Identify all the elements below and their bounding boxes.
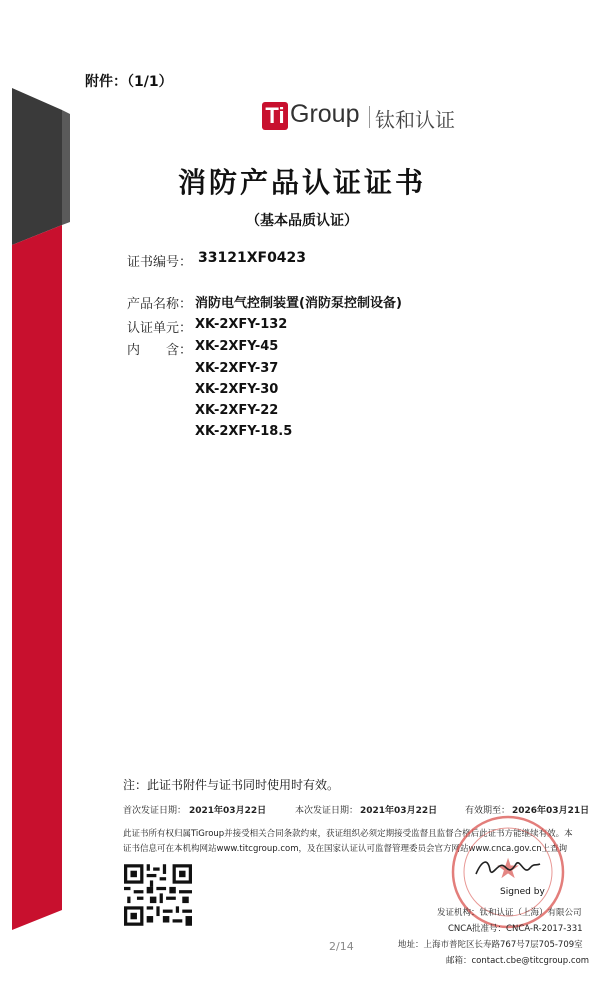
product-name-label: 产品名称： [127,297,193,312]
cert-no-label: 证书编号： [127,255,193,270]
cert-no-value: 33121XF0423 [198,250,307,266]
cnca-approval-text: CNCA批准号：CNCA-R-2017-331 [448,924,583,934]
signature-graphic [472,852,542,882]
address-text: 地址：上海市普陀区长寿路767号7层705-709室 [398,940,583,950]
cert-unit-label: 认证单元： [127,321,193,336]
this-issue-label: 本次发证日期： [295,806,359,816]
side-ribbon-graphic [0,0,100,983]
logo-mark: Ti [262,102,288,130]
disclaimer-line-1: 此证书所有权归属TiGroup并接受相关合同条款约束，获证组织必须定期接受监督且监督合格后此证书方能继续有效。本 [123,829,573,839]
certificate-title: 消防产品认证证书 [177,166,426,199]
certificate-subtitle: （基本品质认证） [246,213,358,229]
logo-chinese-name: 钛和认证 [375,108,455,132]
contains-item: XK-2XFY-37 [195,361,279,376]
contains-label: 内 含： [127,343,193,358]
disclaimer-line-2: 证书信息可在本机构网站www.titcgroup.com，及在国家认证认可监督管理委员会官方网站www.cnca.gov.cn上查询 [123,844,568,854]
issuer-text: 发证机构：钛和认证（上海）有限公司 [437,908,582,918]
contains-item: XK-2XFY-45 [195,339,279,354]
logo-word: Group [290,100,360,128]
validity-note: 注：此证书附件与证书同时使用时有效。 [123,778,340,792]
first-issue-label: 首次发证日期： [123,806,187,816]
cert-unit-value: XK-2XFY-132 [195,317,288,332]
qr-code-icon [124,864,192,926]
first-issue-value: 2021年03月22日 [189,806,267,816]
page-number: 2/14 [329,940,354,953]
email-text: 邮箱：contact.cbe@titcgroup.com [446,956,590,966]
this-issue-value: 2021年03月22日 [360,806,438,816]
contains-item: XK-2XFY-22 [195,403,279,418]
contains-item: XK-2XFY-18.5 [195,424,293,439]
signed-by-text: Signed by [500,887,545,897]
valid-until-label: 有效期至： [465,806,511,816]
svg-text:★: ★ [495,852,521,885]
valid-until-value: 2026年03月21日 [512,806,590,816]
product-name-value: 消防电气控制装置(消防泵控制设备) [195,296,402,311]
logo-divider [369,106,370,128]
attachment-label: 附件：（1/1） [85,74,173,90]
contains-item: XK-2XFY-30 [195,382,279,397]
